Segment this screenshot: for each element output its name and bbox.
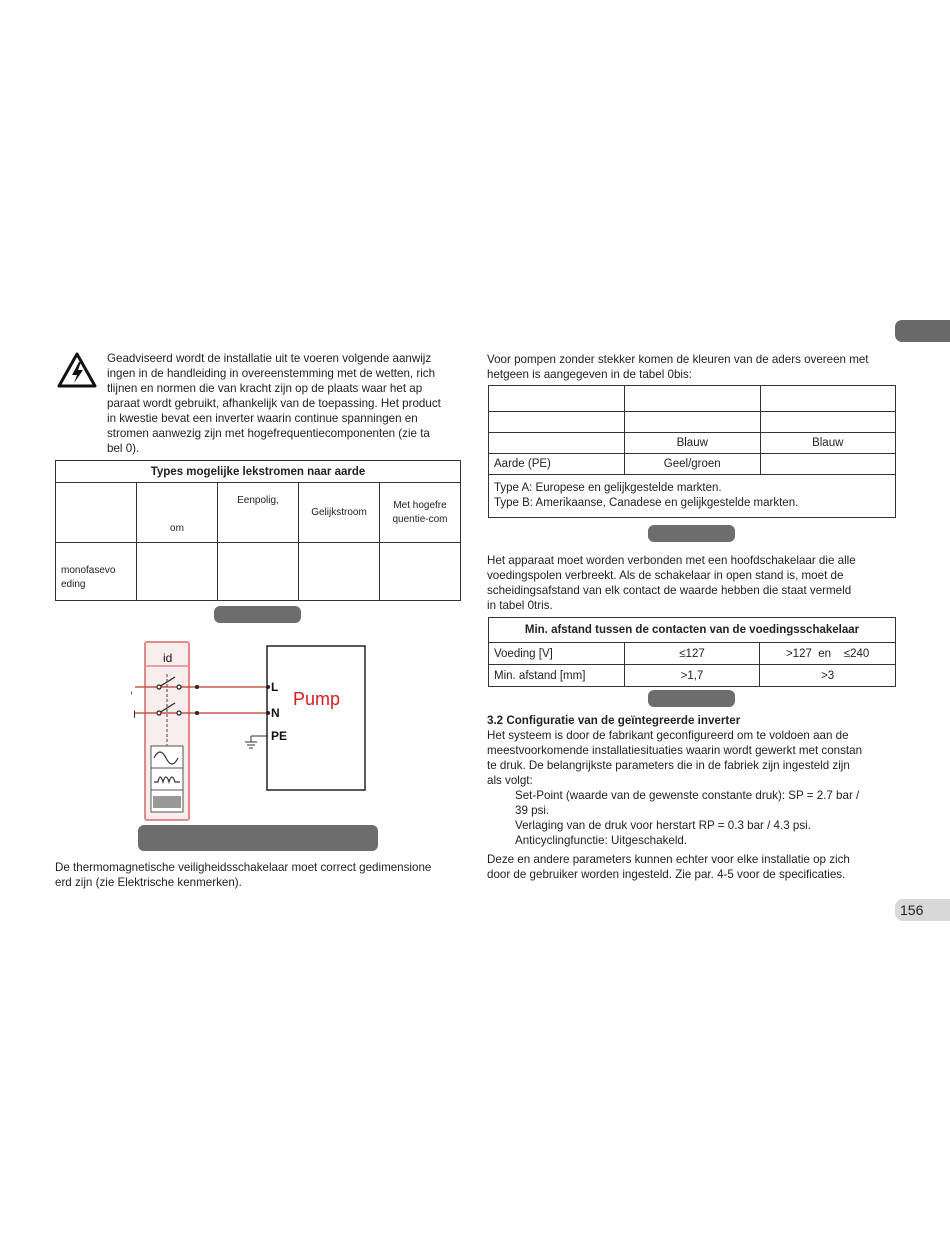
table-cell	[760, 454, 896, 475]
table-cell	[489, 386, 625, 412]
text-line: Geadviseerd wordt de installatie uit te voeren volgende aanwijz	[107, 352, 432, 365]
text-line: hetgeen is aangegeven in de tabel 0bis:	[487, 368, 692, 381]
leakage-current-table	[55, 460, 461, 601]
text-line: bel 0).	[107, 442, 140, 455]
table-cell	[56, 483, 137, 543]
table-cell: Gelijkstroom	[299, 483, 380, 543]
section-body	[487, 728, 895, 788]
table-caption-bar	[214, 606, 301, 623]
text-line: in kwestie bevat een inverter waarin continue spanningen en	[107, 412, 418, 425]
svg-text:,: ,	[130, 684, 134, 696]
contact-distance-table	[488, 617, 896, 687]
text-line: voedingspolen verbreekt. Als de schakelaar in open stand is, moet de	[487, 569, 844, 582]
section-heading: 3.2 Configuratie van de geïntegreerde inverter	[487, 714, 741, 727]
language-tab	[895, 320, 950, 342]
list-item: 39 psi.	[515, 804, 550, 817]
section-closing	[487, 852, 895, 882]
figure-caption-bar	[138, 825, 378, 851]
terminal-n: N	[271, 706, 280, 720]
table-cell	[489, 412, 625, 433]
table-cell: >1,7	[624, 665, 760, 687]
text-line: ingen in de handleiding in overeenstemming met de wetten, rich	[107, 367, 436, 380]
text-line: meestvoorkomende installatiesituaties waarin wordt gewerkt met constan	[487, 744, 863, 757]
table-cell: ≤127	[624, 643, 760, 665]
text-line: quentie-com	[392, 513, 448, 525]
table-cell	[218, 543, 299, 601]
table-cell: Eenpolig,	[218, 483, 299, 543]
table-cell	[625, 412, 761, 433]
text-line: door de gebruiker worden ingesteld. Zie par. 4-5 voor de specificaties.	[487, 868, 846, 881]
list-item: Anticyclingfunctie: Uitgeschakeld.	[515, 834, 688, 847]
list-item: Set-Point (waarde van de gewenste constante druk): SP = 2.7 bar /	[515, 789, 860, 802]
pump-label: Pump	[293, 689, 341, 709]
left-mark: I	[133, 709, 137, 721]
high-voltage-warning-icon	[57, 352, 97, 388]
text-line: als volgt:	[487, 774, 533, 787]
terminal-pe: PE	[271, 729, 288, 743]
table-cell	[380, 543, 461, 601]
breaker-note	[55, 860, 461, 890]
table-title: Types mogelijke lekstromen naar aarde	[56, 461, 461, 483]
page-number	[895, 899, 950, 921]
table-cell	[489, 433, 625, 454]
text-line: Type A: Europese en gelijkgestelde markten.	[494, 482, 722, 494]
table-note	[489, 475, 896, 518]
table-cell: >127 en ≤240	[760, 643, 896, 665]
table-cell: Aarde (PE)	[489, 454, 625, 475]
text-line: monofasevo	[61, 565, 116, 576]
table-cell: Blauw	[760, 433, 896, 454]
table-cell: om	[137, 483, 218, 543]
text-line: scheidingsafstand van elk contact de waarde hebben die staat vermeld	[487, 584, 852, 597]
text-line: Het apparaat moet worden verbonden met een hoofdschakelaar die alle	[487, 554, 856, 567]
text-line: paraat wordt gebruikt, afhankelijk van de toepassing. Het product	[107, 397, 441, 410]
table-cell: Voeding [V]	[489, 643, 625, 665]
color-intro	[487, 352, 895, 382]
text-line: tlijnen en normen die van kracht zijn op de plaats waar het ap	[107, 382, 423, 395]
text-line: erd zijn (zie Elektrische kenmerken).	[55, 876, 242, 889]
table-cell: Geel/groen	[625, 454, 761, 475]
table-cell	[380, 483, 461, 543]
text-line: in tabel 0tris.	[487, 599, 553, 612]
text-line: Het systeem is door de fabrikant geconfigureerd om te voldoen aan de	[487, 729, 849, 742]
text-line: stromen aanwezig zijn met hogefrequentiecomponenten (zie ta	[107, 427, 430, 440]
table-cell	[56, 543, 137, 601]
table-cell	[625, 386, 761, 412]
table-cell: Min. afstand [mm]	[489, 665, 625, 687]
table-cell: Blauw	[625, 433, 761, 454]
text-line: Type B: Amerikaanse, Canadese en gelijkgestelde markten.	[494, 497, 799, 509]
text-line: Deze en andere parameters kunnen echter voor elke installatie op zich	[487, 853, 850, 866]
warning-text	[107, 351, 461, 456]
page-number-text: 156	[900, 902, 924, 918]
table-caption-bar	[648, 690, 735, 707]
main-switch-text	[487, 553, 895, 613]
table-cell	[760, 412, 896, 433]
list-item: Verlaging van de druk voor herstart RP = 0.3 bar / 4.3 psi.	[515, 819, 811, 832]
table-caption-bar	[648, 525, 735, 542]
text-line: te druk. De belangrijkste parameters die in de fabriek zijn ingesteld zijn	[487, 759, 850, 772]
wiring-diagram	[125, 638, 375, 823]
text-line: De thermomagnetische veiligheidsschakelaar moet correct gedimensione	[55, 861, 432, 874]
text-line: eding	[61, 579, 86, 590]
wire-color-table	[488, 385, 896, 518]
terminal-l: L	[271, 680, 279, 694]
parameter-list	[515, 788, 895, 848]
table-title: Min. afstand tussen de contacten van de voedingsschakelaar	[489, 618, 896, 643]
switch-label: id	[163, 651, 173, 665]
text-line: Met hogefre	[393, 499, 447, 511]
table-cell: >3	[760, 665, 896, 687]
table-cell	[760, 386, 896, 412]
text-line: Voor pompen zonder stekker komen de kleuren van de aders overeen met	[487, 353, 869, 366]
table-cell	[299, 543, 380, 601]
ground-icon	[245, 736, 268, 748]
pump-box	[267, 646, 365, 790]
table-cell	[137, 543, 218, 601]
